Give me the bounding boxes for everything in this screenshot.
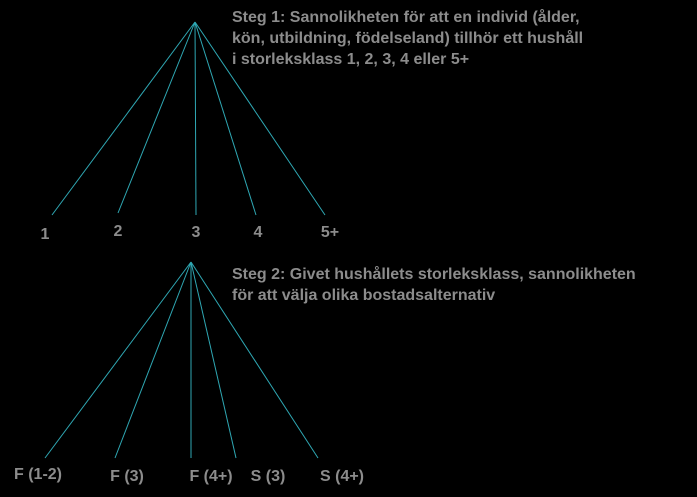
step2-leaf-label: F (1-2) (14, 466, 62, 483)
step1-leaf-label: 4 (253, 224, 263, 241)
step1-line-3: i storleksklass 1, 2, 3, 4 eller 5+ (232, 51, 470, 68)
step2-leaf-label: S (3) (250, 468, 286, 485)
step1-leaf-label: 1 (40, 226, 50, 243)
branch-line (195, 22, 196, 215)
step1-leaf-label: 3 (191, 224, 201, 241)
step2-line-2: för att välja olika bostadsalternativ (232, 287, 496, 304)
step1-line-1: Steg 1: Sannolikheten för att en individ (ålder, (232, 9, 580, 26)
step2-description (232, 264, 636, 306)
branch-line (118, 22, 195, 213)
step2-leaf-label: F (3) (110, 468, 144, 485)
step1-leaf-label: 5+ (320, 224, 340, 241)
branch-line (52, 22, 195, 215)
branch-line (191, 262, 236, 458)
step1-leaf-label: 2 (113, 223, 123, 240)
branch-line (45, 262, 191, 458)
step2-leaf-label: S (4+) (319, 468, 365, 485)
step2-leaf-label: F (4+) (189, 468, 233, 485)
branch-line (115, 262, 191, 458)
step1-line-2: kön, utbildning, födelseland) tillhör ett hushåll (232, 30, 584, 47)
step2-line-1: Steg 2: Givet hushållets storleksklass, sannolikheten (232, 266, 636, 283)
step1-description (232, 7, 583, 70)
